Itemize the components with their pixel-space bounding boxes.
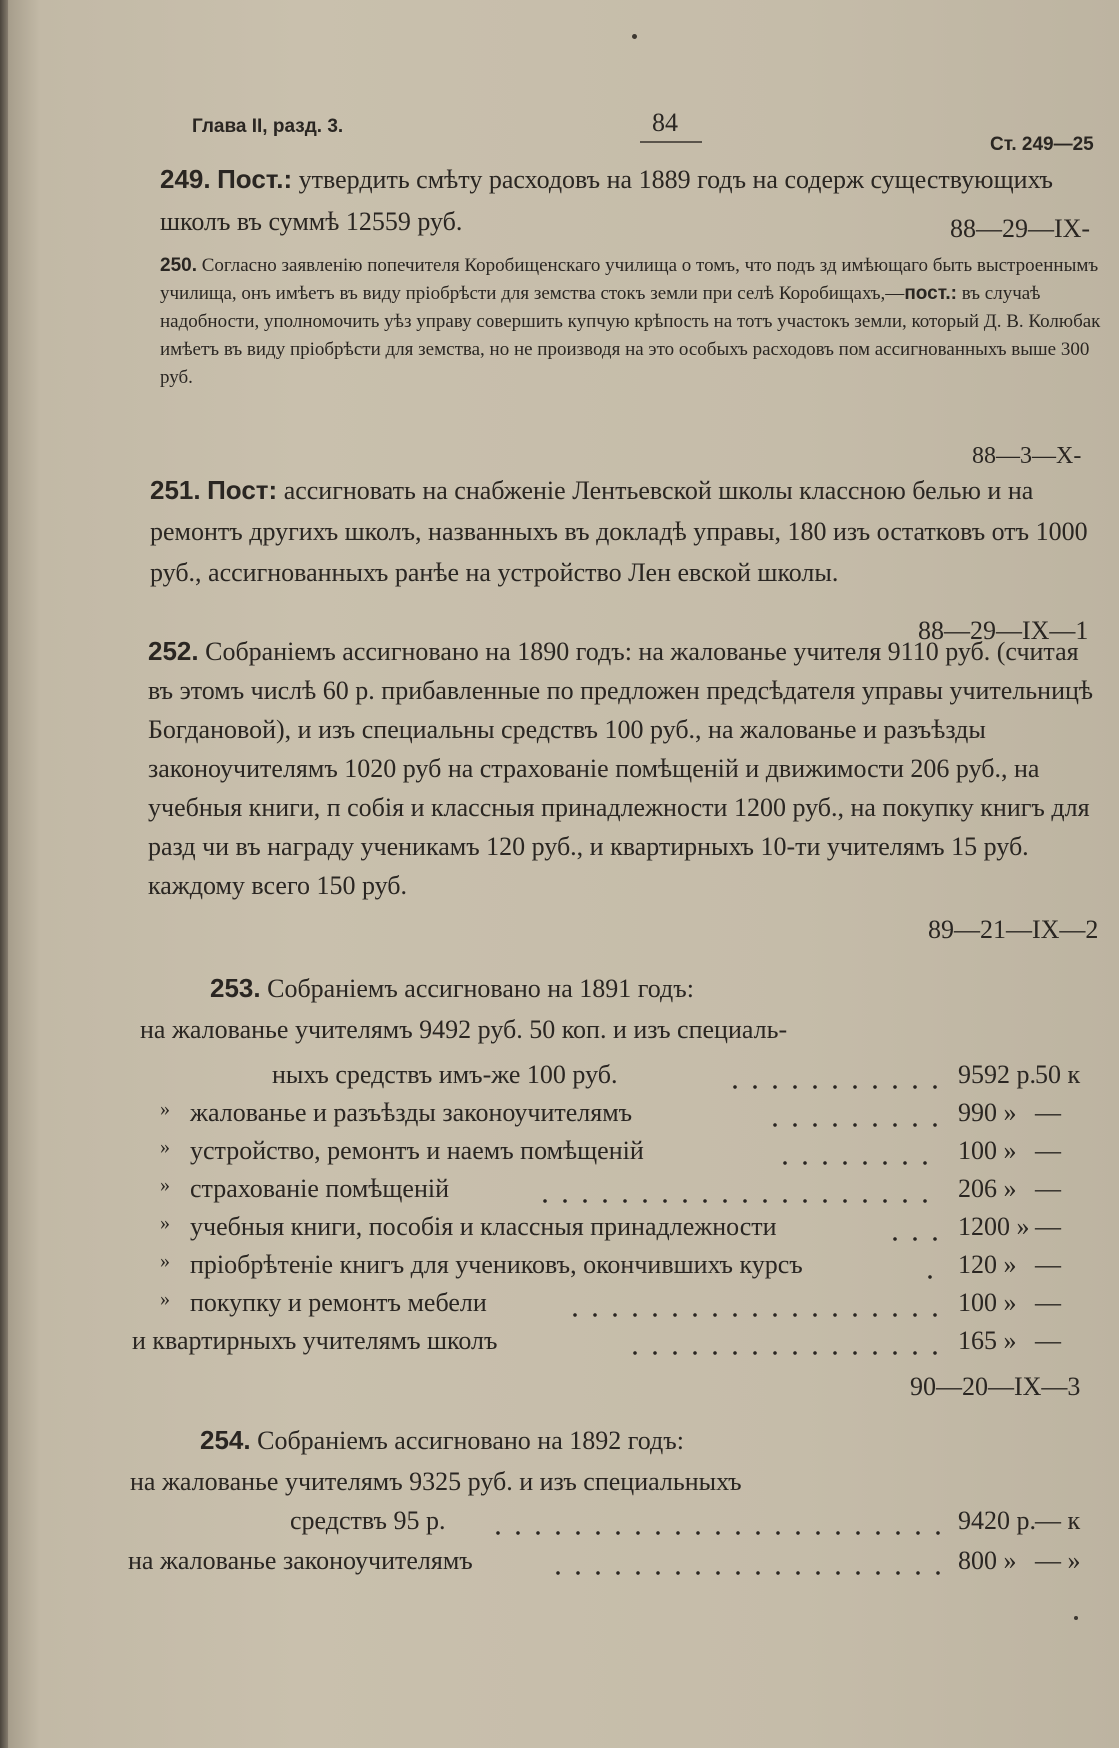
journal-reference: 89—21—IX—2 [928,915,1099,944]
appropriation-row [0,1326,1119,1366]
article-number: 250. [160,255,197,276]
item-amount: 9592 р. [958,1060,1036,1089]
item-kopecks: — [1035,1136,1061,1165]
leader-dots [535,1198,943,1204]
item-amount: 100 » [958,1136,1017,1165]
ditto-mark: » [160,1212,170,1234]
journal-reference: 88—3—Х- [972,443,1082,469]
article-text: Собраніемъ ассигновано на 1890 годъ: на жалованье учителя 9110 руб. (считая въ этомъ числѣ 60 р. прибавленные по предложен предсѣдателя управы учительницѣ Богдановой), и изъ специальны средствъ 100 руб., на жалованье и разъѣзды законоучителямъ 1020 руб на страхованіе помѣщеній и движимости 206 руб., на учебныя книги, п собія и классныя принадлежности 1200 руб., на покупку книгъ для разд чи въ награду ученикамъ 120 руб., и квартирныхъ 10-ти учителямъ 15 руб. каждому всего 150 руб. [148,637,1094,900]
item-amount: 165 » [958,1326,1017,1355]
item-amount: 9420 р. [958,1506,1036,1535]
article-text: ассигновать на снабженіе Лентьевской школы классною белью и на ремонтъ другихъ школъ, названныхъ въ докладѣ управы, 180 изъ остатковъ отъ 1000 руб., ассигнованныхъ ранѣе на устройство Лен евской школы. [150,476,1088,587]
running-header [0,108,1119,158]
article-text-continued: въ случаѣ надобности, уполномочить уѣз управу совершить купчую крѣпость на тотъ участокъ земли, который Д. В. Колюбак имѣетъ въ виду пріобрѣсти для земства, но не производя на это особыхъ расходовъ пом ассигнованныхъ выше 300 руб. [160,283,1101,388]
item-kopecks: 50 к [1035,1060,1081,1089]
article-text: утвердить смѣту расходовъ на 1889 годъ на содерж существующихъ школъ въ суммѣ 12559 руб. [160,165,1053,236]
item-label: покупку и ремонтъ мебели [190,1288,487,1317]
chapter-section-label: Глава II, разд. 3. [192,116,344,137]
leader-dots [920,1274,944,1280]
item-label: пріобрѣтеніе книгъ для учениковъ, окончившихъ курсъ [190,1250,803,1279]
journal-reference: 88—29—IX- [950,214,1091,243]
item-label: учебныя книги, пособія и классныя принадлежности [190,1212,777,1241]
article-253-line [140,1010,1110,1050]
appropriation-row [0,1060,1119,1100]
ditto-mark: » [160,1288,170,1310]
article-251 [150,470,1110,645]
article-250 [160,252,1119,469]
leader-dots [625,1350,943,1356]
leader-dots [765,1122,943,1128]
article-252 [148,632,1108,944]
article-253-reference [0,1372,1119,1412]
article-254-intro [140,1420,1119,1461]
item-label: средствъ 95 р. [290,1506,446,1535]
article-intro-text: Собраніемъ ассигновано на 1891 годъ: [267,974,694,1003]
appropriation-row [0,1212,1119,1252]
article-253-intro [140,968,1119,1009]
resolution-keyword: пост.: [904,283,957,304]
item-kopecks: — [1035,1174,1061,1203]
article-intro-text: Собраніемъ ассигновано на 1892 годъ: [257,1426,684,1455]
appropriation-row [0,1546,1119,1586]
ditto-mark: » [160,1098,170,1120]
appropriation-row [0,1136,1119,1176]
journal-reference: 90—20—IX—3 [910,1372,1081,1401]
appropriation-line: на жалованье учителямъ 9492 руб. 50 коп. и изъ специаль- [140,1015,788,1044]
item-label: жалованье и разъѣзды законоучителямъ [190,1098,633,1127]
item-kopecks: — [1035,1212,1061,1241]
item-label: и квартирныхъ учителямъ школъ [132,1326,498,1355]
item-label: устройство, ремонтъ и наемъ помѣщеній [190,1136,644,1165]
leader-dots [565,1312,943,1318]
ditto-mark: » [160,1174,170,1196]
item-amount: 1200 » [958,1212,1030,1241]
leader-dots [885,1236,943,1242]
item-kopecks: — [1035,1326,1061,1355]
article-number: 251. [150,475,201,505]
leader-dots [775,1160,943,1166]
appropriation-line: на жалованье учителямъ 9325 руб. и изъ специальныхъ [130,1467,742,1496]
book-spine-shadow [0,0,8,1748]
item-amount: 100 » [958,1288,1017,1317]
resolution-keyword: Пост.: [217,164,293,194]
ink-speck [632,34,637,39]
item-label: ныхъ средствъ имъ-же 100 руб. [272,1060,618,1089]
page-number: 84 [652,108,678,137]
item-amount: 120 » [958,1250,1017,1279]
appropriation-row [0,1288,1119,1328]
item-label: страхованіе помѣщеній [190,1174,450,1203]
ditto-mark: » [160,1250,170,1272]
article-number: 254. [200,1425,251,1455]
journal-reference: 88—29—IX—1 [918,616,1089,645]
article-text: Согласно заявленію попечителя Коробищенскаго училища о томъ, что подъ зд имѣющаго быть выстроеннымъ училища, онъ имѣетъ въ виду пріобрѣсти для земства стокъ земли при селѣ Коробищахъ,— [160,255,1099,304]
item-kopecks: — [1035,1288,1061,1317]
ditto-mark: » [160,1136,170,1158]
resolution-keyword: Пост: [207,475,278,505]
article-number: 253. [210,973,261,1003]
item-amount: 990 » [958,1098,1017,1127]
article-254-line [130,1462,1100,1502]
leader-dots [548,1570,943,1576]
appropriation-row [0,1250,1119,1290]
item-amount: 206 » [958,1174,1017,1203]
item-kopecks: — [1035,1098,1061,1127]
item-kopecks: — [1035,1250,1061,1279]
appropriation-row [0,1174,1119,1214]
leader-dots [488,1530,943,1536]
article-range: Ст. 249—25 [990,134,1094,155]
article-249 [160,158,1119,243]
appropriation-row [0,1506,1119,1546]
item-kopecks: — » [1035,1546,1081,1575]
article-number: 252. [148,636,199,666]
leader-dots [725,1084,943,1090]
page-number-rule [640,141,702,143]
appropriation-row [0,1098,1119,1138]
item-label: на жалованье законоучителямъ [128,1546,473,1575]
item-kopecks: — к [1035,1506,1081,1535]
article-number: 249. [160,164,211,194]
ink-speck [1074,1616,1078,1620]
item-amount: 800 » [958,1546,1017,1575]
